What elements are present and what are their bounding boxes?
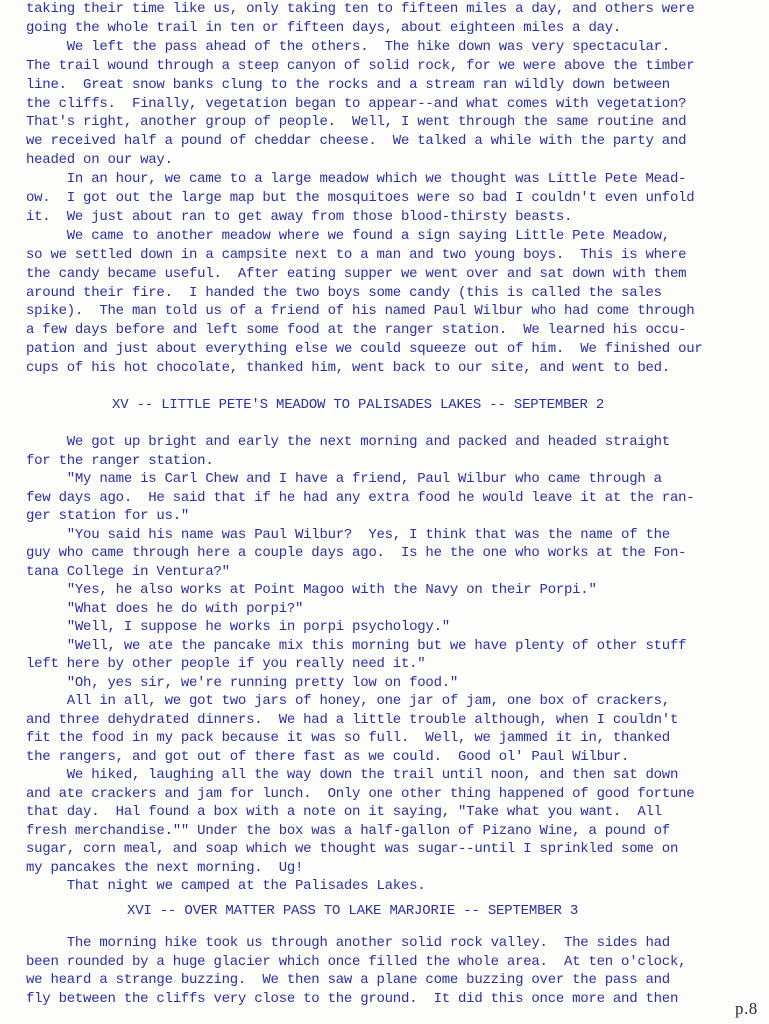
text-line: We got up bright and early the next morning and packed and headed straight (26, 434, 670, 450)
text-line: "Well, we ate the pancake mix this morning but we have plenty of other stuff (26, 637, 687, 654)
text-line: a few days before and left some food at the ranger station. We learned his occu- (26, 322, 687, 339)
text-line: We hiked, laughing all the way down the trail until noon, and then sat down (26, 767, 679, 783)
text-line: sugar, corn meal, and soap which we thought was sugar--until I sprinkled some on (26, 841, 679, 857)
chapter-heading-xvi: XVI -- OVER MATTER PASS TO LAKE MARJORIE -- SEPTEMBER 3 (127, 903, 579, 919)
page-number: p.8 (735, 999, 758, 1018)
text-line: The trail wound through a steep canyon of solid rock, for we were above the timber (26, 57, 695, 74)
text-line: we heard a strange buzzing. We then saw a plane come buzzing over the pass and (26, 972, 670, 989)
text-line: for the ranger station. (26, 452, 214, 469)
text-line: That night we camped at the Palisades Lakes. (26, 878, 426, 894)
text-line: we received half a pound of cheddar cheese. We talked a while with the party and (26, 133, 687, 150)
text-line: left here by other people if you really need it." (26, 656, 426, 672)
text-line: been rounded by a huge glacier which once filled the whole area. At ten o'clock, (26, 953, 687, 970)
text-line: headed on our way. (26, 152, 173, 169)
text-line: around their fire. I handed the two boys some candy (this is called the sales (26, 284, 662, 301)
text-line: it. We just about ran to get away from those blood-thirsty beasts. (26, 208, 573, 225)
text-line: We left the pass ahead of the others. The hike down was very spectacular. (26, 38, 670, 55)
text-line: cups of his hot chocolate, thanked him, went back to our site, and went to bed. (26, 360, 670, 377)
text-line: spike). The man told us of a friend of his named Paul Wilbur who had come through (26, 303, 695, 320)
text-line: ger station for us." (26, 508, 190, 524)
text-line: In an hour, we came to a large meadow which we thought was Little Pete Mead- (26, 171, 687, 188)
text-line: fit the food in my pack because it was so full. Well, we jammed it in, thanked (26, 730, 670, 746)
text-line: guy who came through here a couple days ago. Is he the one who works at the Fon- (26, 545, 687, 561)
text-line: The morning hike took us through another solid rock valley. The sides had (26, 935, 670, 951)
text-line: pation and just about everything else we could squeeze out of him. We finished our (26, 341, 703, 358)
text-line: "Yes, he also works at Point Magoo with the Navy on their Porpi." (26, 582, 597, 598)
text-line: and ate crackers and jam for lunch. Only one other thing happened of good fortune (26, 785, 695, 802)
text-line: taking their time like us, only taking ten to fifteen miles a day, and others were (26, 1, 695, 17)
text-line: so we settled down in a campsite next to a man and two young boys. This is where (26, 246, 687, 263)
text-line: "Oh, yes sir, we're running pretty low on food." (26, 674, 459, 691)
text-line: We came to another meadow where we found a sign saying Little Pete Meadow, (26, 227, 670, 244)
text-line: fresh merchandise."" Under the box was a half-gallon of Pizano Wine, a pound of (26, 822, 670, 839)
text-line: the rangers, and got out of there fast as we could. Good ol' Paul Wilbur. (26, 748, 630, 765)
text-line: That's right, another group of people. Well, I went through the same routine and (26, 114, 687, 131)
text-line: fly between the cliffs very close to the ground. It did this once more and then (26, 991, 679, 1008)
text-line: "My name is Carl Chew and I have a friend, Paul Wilbur who came through a (26, 471, 662, 487)
text-line: and three dehydrated dinners. We had a little trouble although, when I couldn't (26, 711, 679, 728)
text-line: tana College in Ventura?" (26, 563, 230, 580)
text-line: line. Great snow banks clung to the rocks and a stream ran wildly down between (26, 76, 670, 93)
text-line: the cliffs. Finally, vegetation began to appear--and what comes with vegetation? (26, 95, 687, 112)
text-line: ow. I got out the large map but the mosquitoes were so bad I couldn't even unfold (26, 190, 695, 206)
text-line: "You said his name was Paul Wilbur? Yes, I think that was the name of the (26, 526, 670, 543)
chapter-heading-xv: XV -- LITTLE PETE'S MEADOW TO PALISADES LAKES -- SEPTEMBER 2 (112, 397, 605, 413)
text-line: "Well, I suppose he works in porpi psychology." (26, 619, 450, 635)
text-line: going the whole trail in ten or fifteen days, about eighteen miles a day. (26, 19, 622, 36)
text-line: my pancakes the next morning. Ug! (26, 859, 304, 876)
text-line: All in all, we got two jars of honey, one jar of jam, one box of crackers, (26, 693, 670, 709)
text-line: "What does he do with porpi?" (26, 600, 304, 617)
text-line: few days ago. He said that if he had any extra food he would leave it at the ran- (26, 489, 695, 506)
text-line: that day. Hal found a box with a note on it saying, "Take what you want. All (26, 804, 662, 820)
text-line: the candy became useful. After eating supper we went over and sat down with them (26, 265, 687, 282)
